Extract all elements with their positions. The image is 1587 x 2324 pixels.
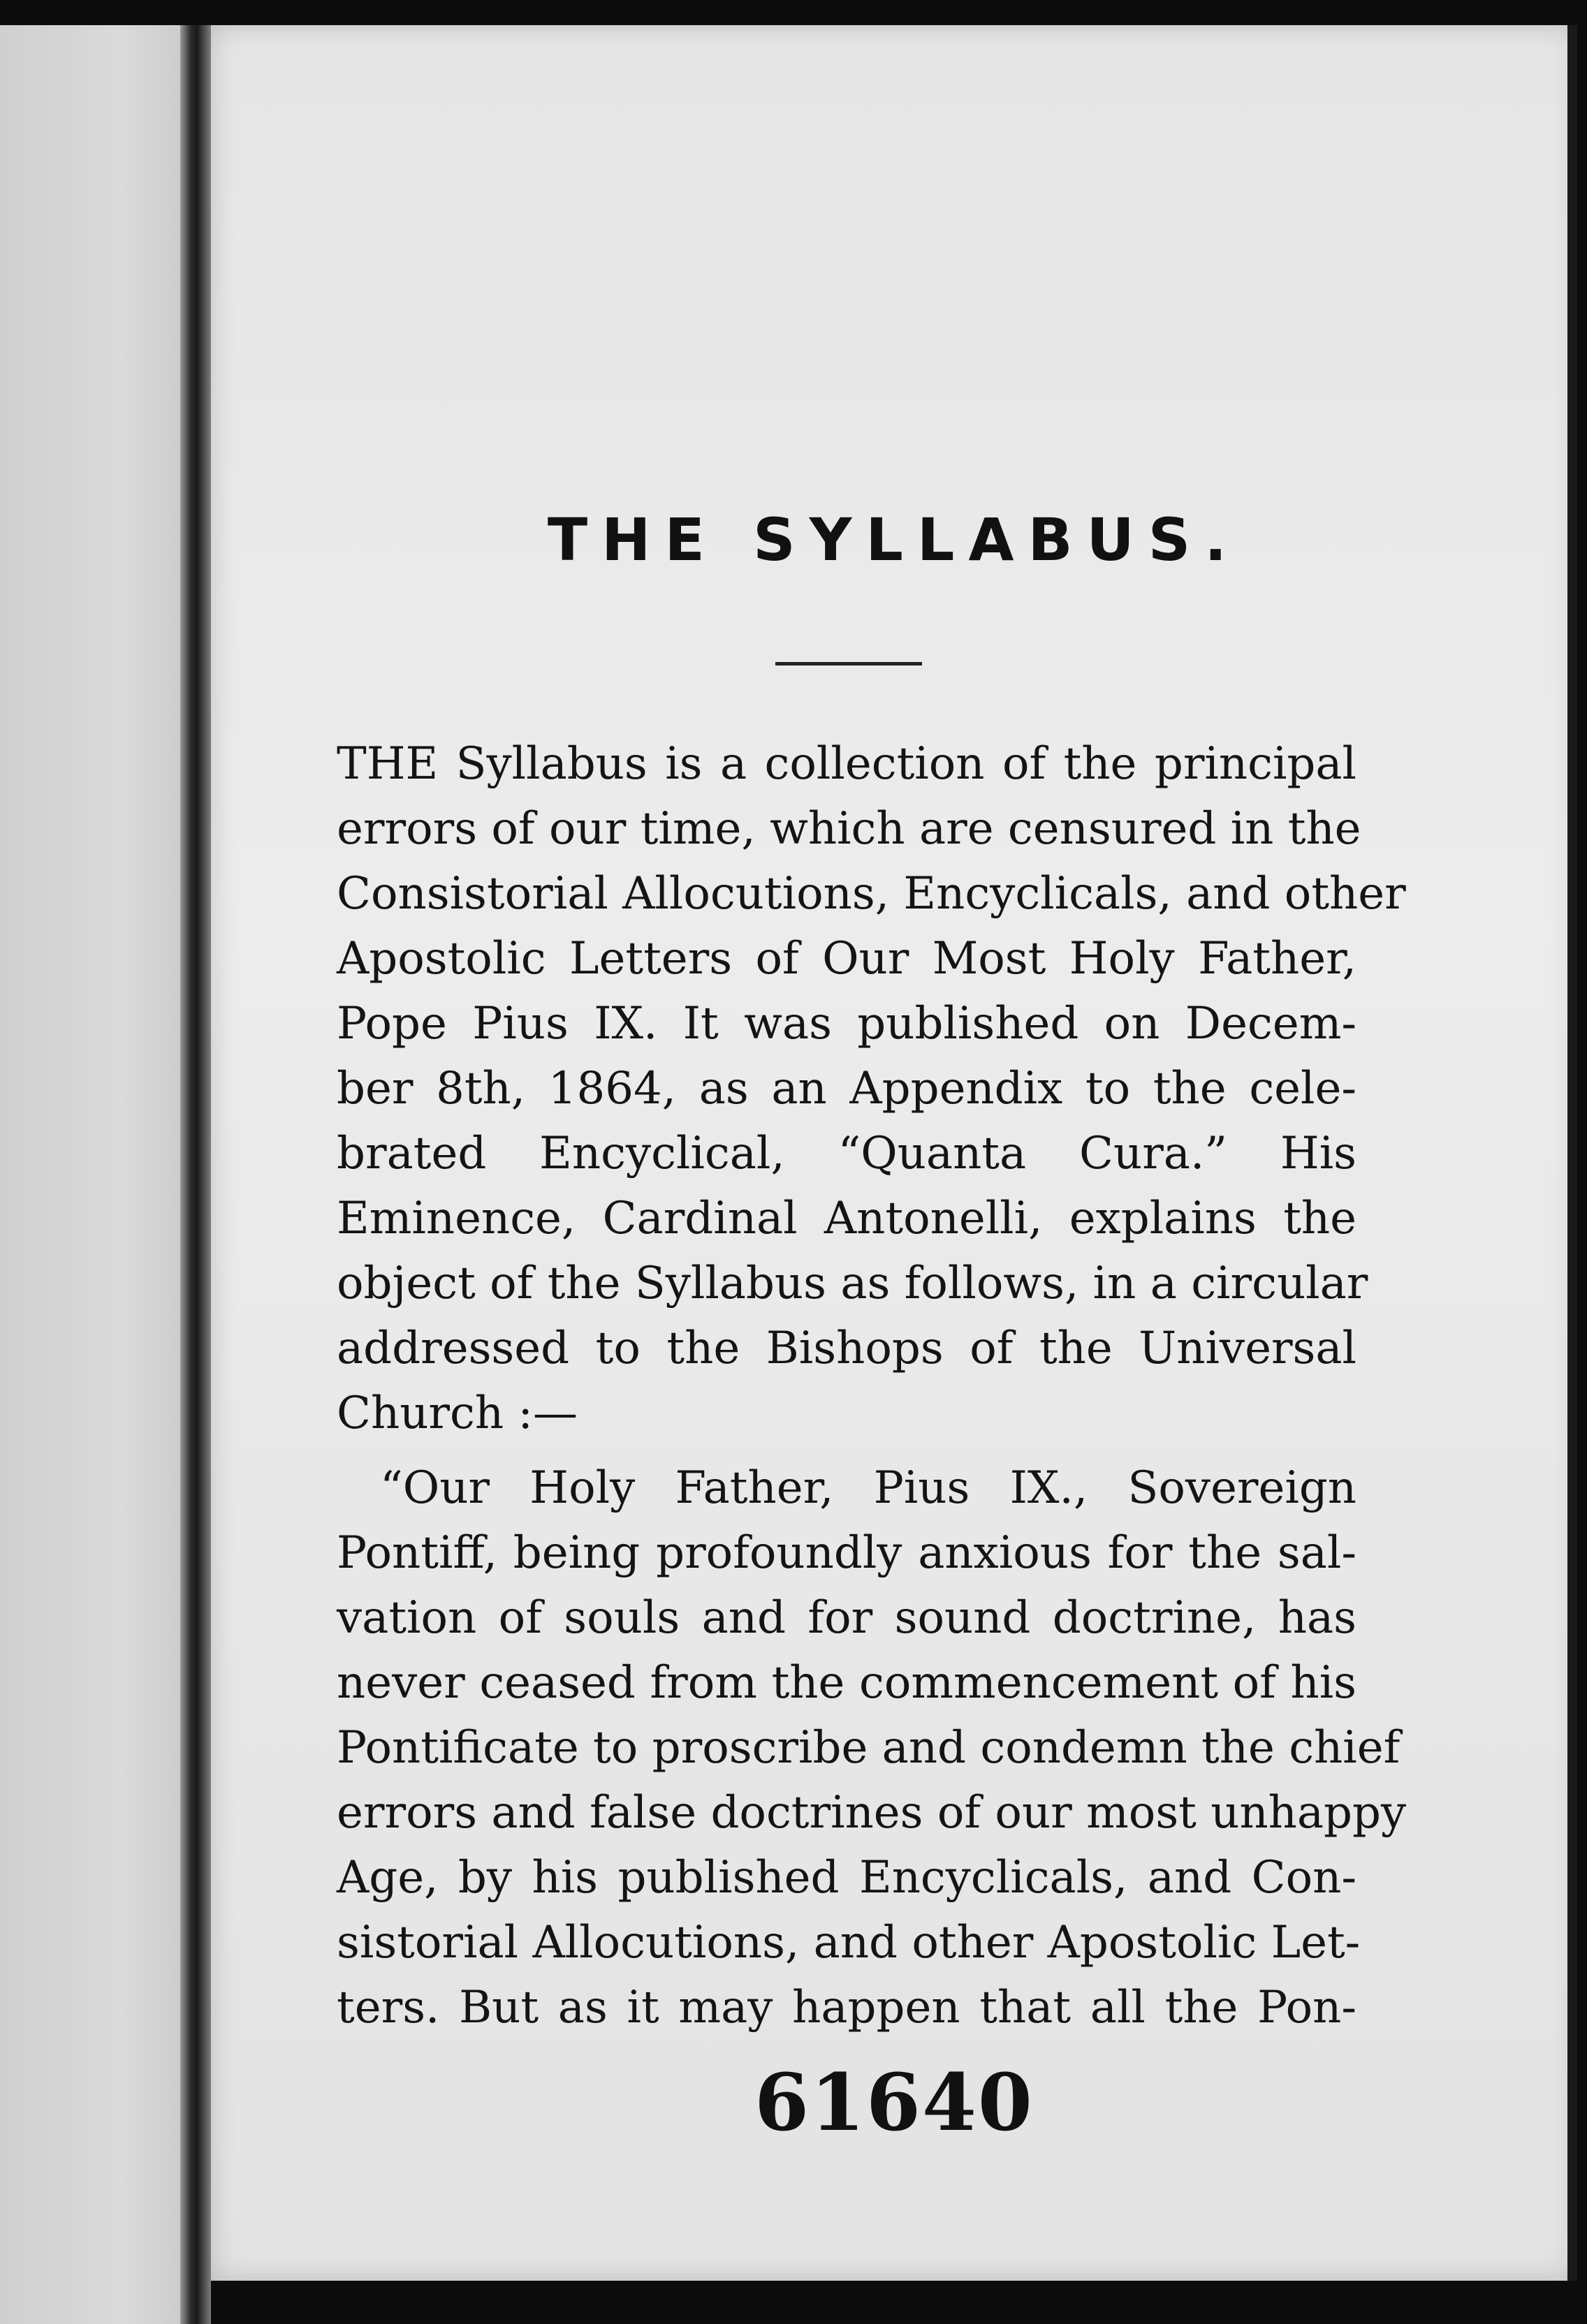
text-line: brated Encyclical, “Quanta Cura.” His (337, 1128, 1356, 1179)
paragraph-1 (337, 732, 1406, 1446)
text-line: addressed to the Bishops of the Universal (337, 1323, 1356, 1374)
text-line: Age, by his published Encyclicals, and Con- (337, 1852, 1356, 1904)
text-line: Church :— (337, 1388, 578, 1439)
text-line: never ceased from the commencement of his (337, 1657, 1356, 1709)
paragraph-2 (337, 1456, 1407, 2040)
text-line: Apostolic Letters of Our Most Holy Father, (337, 933, 1356, 985)
catalog-number: 61640 (754, 2057, 1034, 2149)
document-page (211, 25, 1577, 2281)
text-line: Pontiff, being profoundly anxious for the sal- (337, 1527, 1356, 1579)
scan-border-right (1567, 25, 1577, 2281)
text-line: Eminence, Cardinal Antonelli, explains the (337, 1193, 1356, 1244)
book-gutter (180, 0, 211, 2324)
text-line: Pontificate to proscribe and condemn the chief (337, 1722, 1400, 1774)
title-divider (775, 662, 922, 665)
paragraph-gap (337, 1446, 1356, 1456)
text-line: ters. But as it may happen that all the Pon- (337, 1982, 1356, 2034)
text-line: Pope Pius IX. It was published on Decem- (337, 998, 1356, 1050)
page-title: THE SYLLABUS. (547, 506, 1241, 574)
text-line: Consistorial Allocutions, Encyclicals, and other (337, 868, 1406, 920)
text-line: errors of our time, which are censured in the (337, 803, 1361, 855)
text-line: vation of souls and for sound doctrine, has (337, 1592, 1356, 1644)
body-text (337, 732, 1407, 2040)
text-line: errors and false doctrines of our most unhappy (337, 1787, 1407, 1839)
scan-border-top (0, 0, 1587, 25)
text-line: sistorial Allocutions, and other Apostolic Let- (337, 1917, 1361, 1969)
text-line: ber 8th, 1864, as an Appendix to the cele- (337, 1063, 1356, 1115)
text-line: object of the Syllabus as follows, in a circular (337, 1258, 1368, 1309)
text-line: “Our Holy Father, Pius IX., Sovereign (380, 1462, 1356, 1514)
text-line: THE Syllabus is a collection of the principal (337, 738, 1356, 790)
facing-page-fragment (0, 0, 201, 2324)
